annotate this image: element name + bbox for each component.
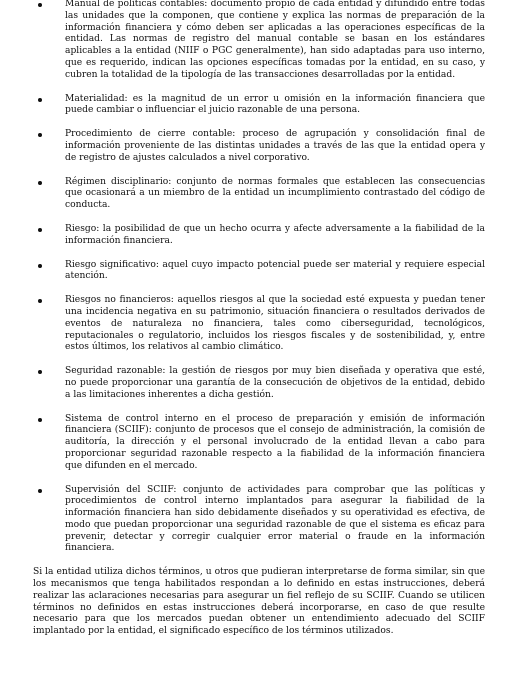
definition-text: Sistema de control interno en el proceso de preparación y emisión de información financiera (SCIIF): conjunto de procesos que el consejo de administración, la comisión de auditoría, la dirección y el personal involucrado de la entidad llevan a cabo para proporcionar seguridad razonable respecto a la fiabilidad de la información financiera que difunden en el mercado. [65, 413, 485, 471]
definition-text: Procedimiento de cierre contable: proceso de agrupación y consolidación final de información proveniente de las distintas unidades a través de las que la entidad opera y de registro de ajustes calculados a nivel corporativo. [65, 129, 485, 163]
bullet-icon [38, 228, 42, 232]
closing-paragraph: Si la entidad utiliza dichos términos, u otros que pudieran interpretarse de forma similar, sin que los mecanismos que tenga habilitados respondan a lo definido en estas instrucciones, deberá realizar las aclaraciones necesarias para asegurar un fiel reflejo de su SCIIF. Cuando se utilicen términos no definidos en estas instrucciones deberá incorporarse, en caso de que resulte necesario para que los mercados puedan obtener un entendimiento adecuado del SCIIF implantado por la entidad, el significado específico de los términos utilizados. [33, 567, 485, 637]
definition-text: Riesgo significativo: aquel cuyo impacto potencial puede ser material y requiere especial atención. [65, 259, 485, 282]
definition-item [65, 295, 485, 354]
definition-text: Riesgos no financieros: aquellos riesgos al que la sociedad esté expuesta y puedan tener una incidencia negativa en su patrimonio, situación financiera o resultados derivados de eventos de naturaleza no financiera, tales como ciberseguridad, tecnológicos, reputacionales o regulatorio, incluidos los riesgos fiscales y de sostenibilidad, y, entre estos últimos, los relativos al cambio climático. [65, 295, 485, 353]
bullet-icon [38, 264, 42, 268]
definition-item [65, 366, 485, 401]
definition-item [65, 414, 485, 473]
bullet-icon [38, 370, 42, 374]
bullet-icon [38, 133, 42, 137]
definition-text: Manual de políticas contables: documento propio de cada entidad y difundido entre todas las unidades que la componen, que contiene y explica las normas de preparación de la información financiera y cómo deben ser aplicadas a las operaciones específicas de la entidad. Las normas de registro del manual contable se basan en los estándares aplicables a la entidad (NIIF o PGC generalmente), han sido adaptadas para uso interno, que es requerido, indican las opciones específicas tomadas por la entidad, en su caso, y cubren la totalidad de la tipología de las transacciones desarrolladas por la entidad. [65, 0, 485, 80]
definition-item [65, 94, 485, 118]
bullet-icon [38, 98, 42, 102]
bullet-icon [38, 299, 42, 303]
definition-item [65, 224, 485, 248]
definition-item [65, 129, 485, 164]
definition-item [65, 177, 485, 212]
definitions-list [65, 0, 485, 555]
bullet-icon [38, 418, 42, 422]
bullet-icon [38, 181, 42, 185]
definition-text: Seguridad razonable: la gestión de riesgos por muy bien diseñada y operativa que esté, no puede proporcionar una garantía de la consecución de objetivos de la entidad, debido a las limitaciones inherentes a dicha gestión. [65, 366, 485, 400]
bullet-icon [38, 3, 42, 7]
definition-text: Riesgo: la posibilidad de que un hecho ocurra y afecte adversamente a la fiabilidad de la información financiera. [65, 223, 485, 246]
definition-text: Supervisión del SCIIF: conjunto de actividades para comprobar que las políticas y procedimientos de control interno implantados para asegurar la fiabilidad de la información financiera han sido debidamente diseñados y su operatividad es efectiva, de modo que puedan proporcionar una seguridad razonable de que el sistema es eficaz para prevenir, detectar y corregir cualquier error material o fraude en la información financiera. [65, 484, 485, 554]
definition-item [65, 0, 485, 82]
definition-text: Materialidad: es la magnitud de un error u omisión en la información financiera que puede cambiar o influenciar el juicio razonable de una persona. [65, 93, 485, 116]
definition-item [65, 260, 485, 284]
bullet-icon [38, 489, 42, 493]
definition-item [65, 485, 485, 556]
definition-text: Régimen disciplinario: conjunto de normas formales que establecen las consecuencias que ocasionará a un miembro de la entidad un incumplimiento contrastado del código de conducta. [65, 176, 485, 211]
